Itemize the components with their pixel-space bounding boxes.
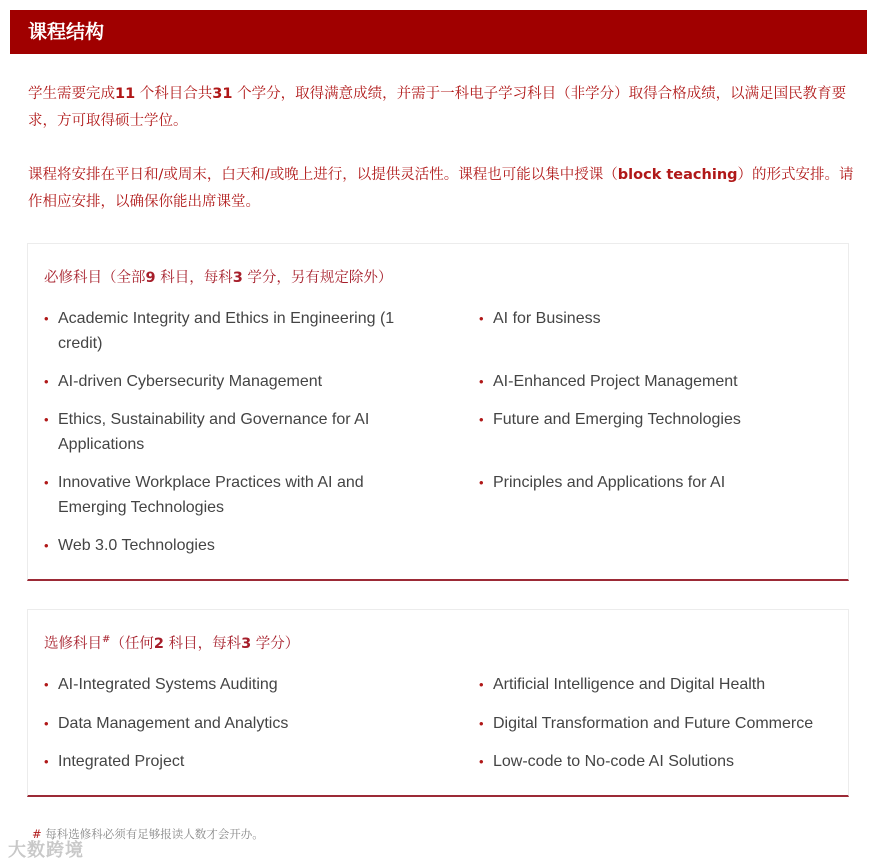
required-subjects-title: 必修科目（全部9 科目，每科3 学分，另有规定除外） xyxy=(44,270,393,286)
list-item: • AI-Enhanced Project Management xyxy=(479,369,833,394)
list-item: • Integrated Project xyxy=(44,749,398,774)
list-item: • Principles and Applications for AI xyxy=(479,470,833,495)
list-item: • Future and Emerging Technologies xyxy=(479,407,833,432)
list-item: • Artificial Intelligence and Digital Health xyxy=(479,672,833,697)
list-item: • Innovative Workplace Practices with AI and Emerging Technologies xyxy=(44,470,398,520)
elective-subjects-card xyxy=(27,609,849,797)
bullet-icon: • xyxy=(44,754,49,769)
list-item: • AI for Business xyxy=(479,306,833,331)
page-title: 课程结构 xyxy=(10,10,867,54)
list-item: • Web 3.0 Technologies xyxy=(44,533,398,558)
bullet-icon: • xyxy=(479,475,484,490)
intro-paragraph-credits: 学生需要完成11 个科目合共31 个学分，取得满意成绩，并需于一科电子学习科目（非学分）取得合格成绩，以满足国民教育要求，方可取得硕士学位。 xyxy=(28,86,847,129)
bullet-icon: • xyxy=(44,374,49,389)
bullet-icon: • xyxy=(44,475,49,490)
list-item: • AI-driven Cybersecurity Management xyxy=(44,369,398,394)
watermark-logo: 大数跨境 xyxy=(8,840,84,861)
intro-paragraph-schedule: 课程将安排在平日和/或周末，白天和/或晚上进行，以提供灵活性。课程也可能以集中授课（block teaching）的形式安排。请作相应安排，以确保你能出席课堂。 xyxy=(28,167,854,210)
bullet-icon: • xyxy=(44,412,49,427)
list-item: • AI-Integrated Systems Auditing xyxy=(44,672,398,697)
list-item: • Low-code to No-code AI Solutions xyxy=(479,749,833,774)
list-item: • Ethics, Sustainability and Governance for AI Applications xyxy=(44,407,398,457)
bullet-icon: • xyxy=(479,754,484,769)
list-item: • Academic Integrity and Ethics in Engineering (1 credit) xyxy=(44,306,398,356)
bullet-icon: • xyxy=(44,538,49,553)
footnote: # 每科选修科必须有足够报读人数才会开办。 xyxy=(32,827,264,841)
bullet-icon: • xyxy=(479,716,484,731)
bullet-icon: • xyxy=(479,677,484,692)
elective-subjects-title: 选修科目#（任何2 科目，每科3 学分） xyxy=(44,634,300,652)
bullet-icon: • xyxy=(479,412,484,427)
list-item: • Digital Transformation and Future Commerce xyxy=(479,711,833,736)
bullet-icon: • xyxy=(44,311,49,326)
list-item: • Data Management and Analytics xyxy=(44,711,398,736)
bullet-icon: • xyxy=(479,374,484,389)
bullet-icon: • xyxy=(479,311,484,326)
required-subjects-card xyxy=(27,243,849,581)
bullet-icon: • xyxy=(44,716,49,731)
bullet-icon: • xyxy=(44,677,49,692)
